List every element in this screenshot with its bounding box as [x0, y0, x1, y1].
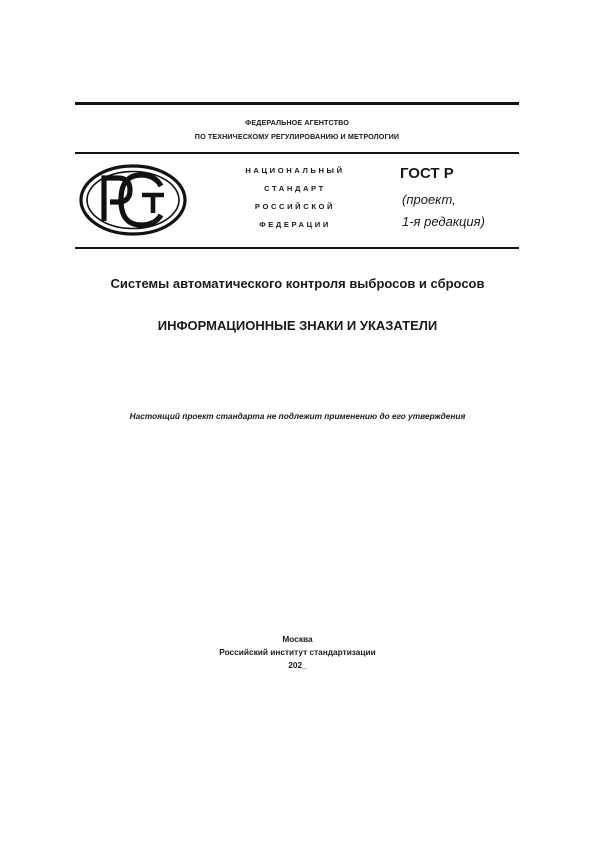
- draft-notice: Настоящий проект стандарта не подлежит применению до его утверждения: [129, 411, 466, 421]
- standard-type-line-1: НАЦИОНАЛЬНЫЙ: [245, 166, 345, 175]
- agency-line-1: ФЕДЕРАЛЬНОЕ АГЕНТСТВО: [245, 118, 349, 127]
- standard-type-line-3: РОССИЙСКОЙ: [254, 202, 336, 211]
- gost-status-line-1: (проект,: [402, 192, 456, 207]
- gost-designation: ГОСТ Р: [400, 165, 454, 182]
- agency-line-2: ПО ТЕХНИЧЕСКОМУ РЕГУЛИРОВАНИЮ И МЕТРОЛОГИИ: [194, 132, 400, 141]
- footer-city: Москва: [282, 634, 313, 644]
- footer-year: 202_: [288, 660, 307, 670]
- document-subtitle: ИНФОРМАЦИОННЫЕ ЗНАКИ И УКАЗАТЕЛИ: [157, 318, 438, 333]
- standard-type-line-2: СТАНДАРТ: [264, 184, 326, 193]
- top-rule: [75, 102, 519, 105]
- document-title: Системы автоматического контроля выбросов и сбросов: [110, 276, 485, 291]
- bottom-header-rule: [75, 247, 519, 249]
- rst-certification-logo-icon: [78, 163, 188, 237]
- standard-type-line-4: ФЕДЕРАЦИИ: [259, 220, 331, 229]
- footer-publisher: Российский институт стандартизации: [219, 647, 376, 657]
- gost-status-line-2: 1-я редакция): [402, 214, 485, 229]
- header-rule: [75, 152, 519, 154]
